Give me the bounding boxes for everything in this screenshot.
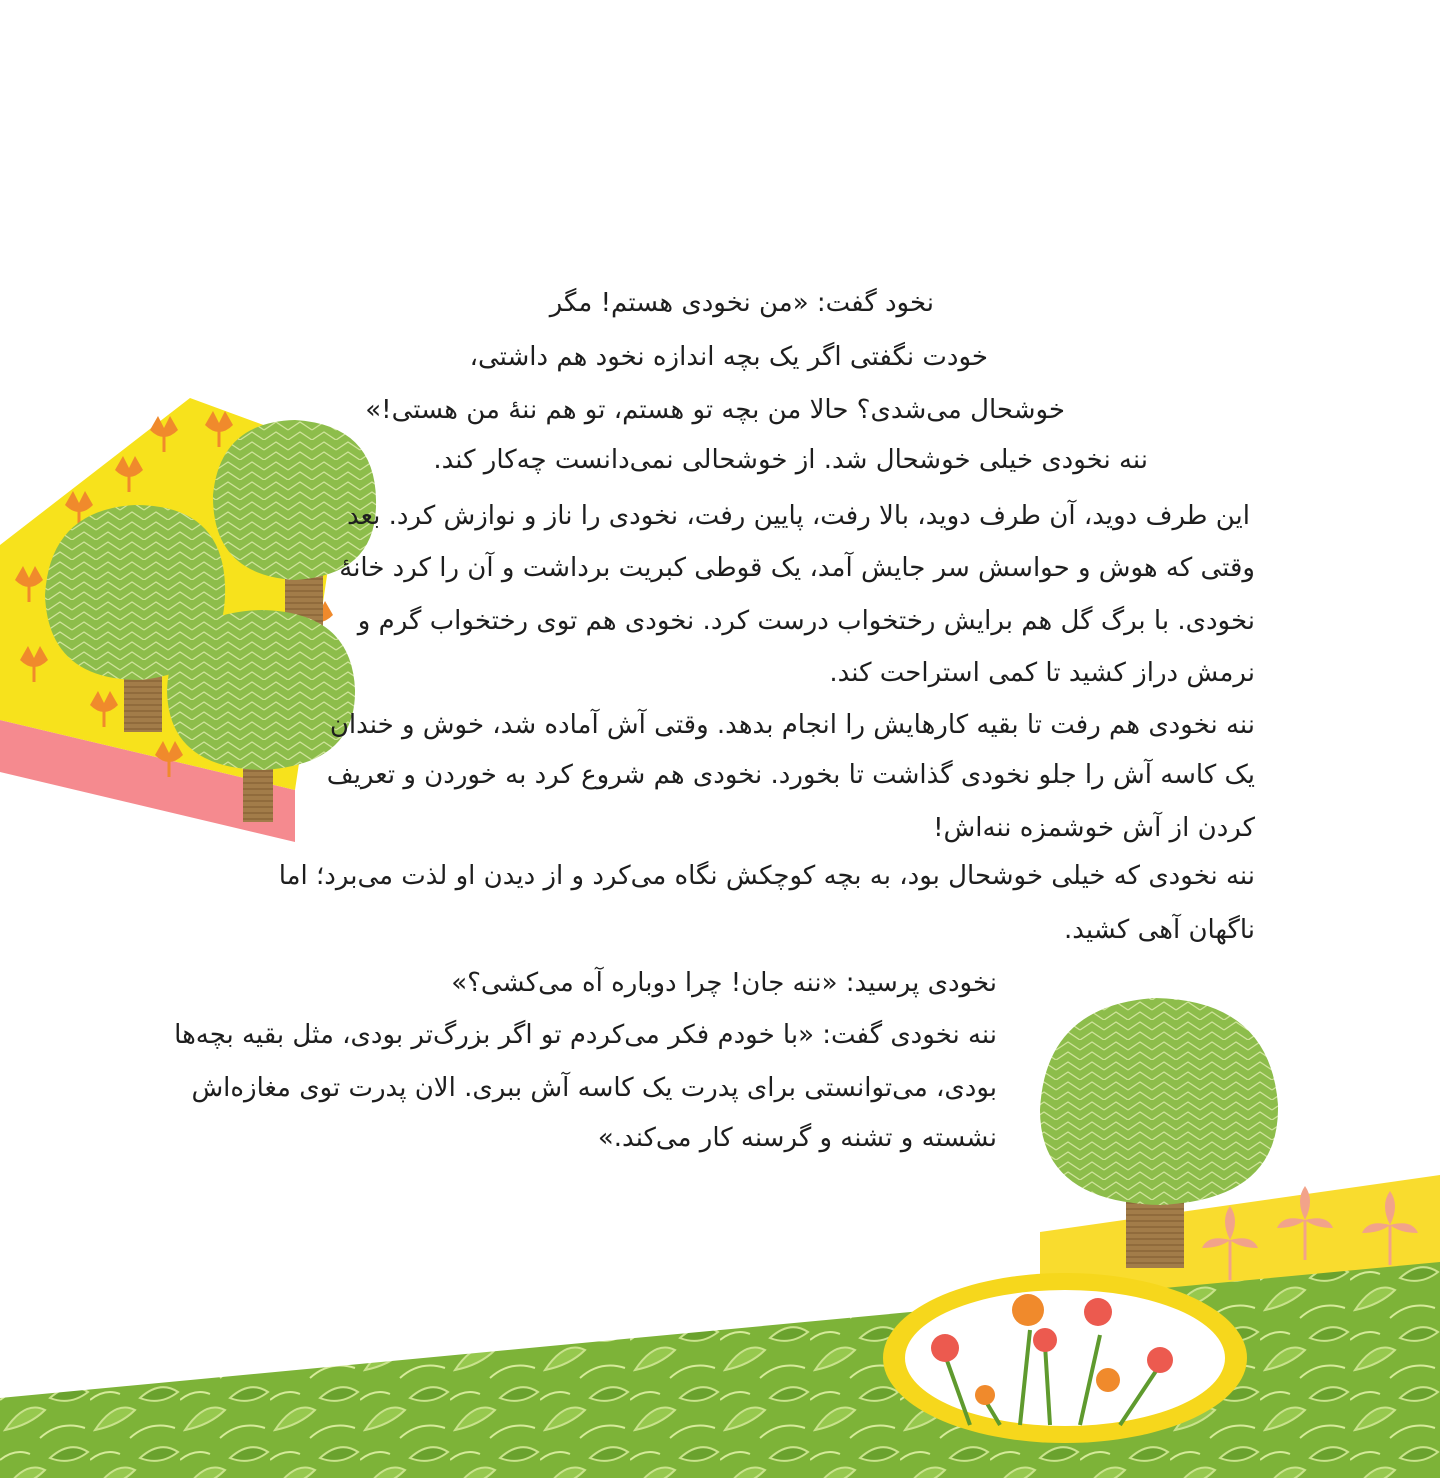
story-line: کردن از آش خوشمزه ننه‌اش! [933,813,1255,843]
story-line: ناگهان آهی کشید. [1063,915,1255,945]
story-line: ننه نخودی خیلی خوشحال شد. از خوشحالی نمی‌دانست چه‌کار کند. [433,445,1148,475]
story-line: نخودی. با برگ گل هم برایش رختخواب درست کرد. نخودی هم توی رختخواب گرم و [357,606,1255,636]
story-line: وقتی که هوش و حواسش سر جایش آمد، یک قوطی کبریت برداشت و آن را کرد خانهٔ [339,553,1255,583]
story-line: ننه نخودی که خیلی خوشحال بود، به بچه کوچکش نگاه می‌کرد و از دیدن او لذت می‌برد؛ اما [278,861,1255,891]
story-line: نخودی پرسید: «ننه جان! چرا دوباره آه می‌کشی؟» [451,968,997,998]
story-line: این طرف دوید، آن طرف دوید، بالا رفت، پایین رفت، نخودی را ناز و نوازش کرد. بعد [346,501,1250,531]
tree-canopy [167,610,355,770]
tree-canopy [1040,998,1278,1205]
story-line: یک کاسه آش را جلو نخودی گذاشت تا بخورد. نخودی هم شروع کرد به خوردن و تعریف [326,760,1255,790]
story-line: نخود گفت: «من نخودی هستم! مگر [549,288,934,318]
story-line: نرمش دراز کشید تا کمی استراحت کند. [829,658,1255,688]
story-line: خوشحال می‌شدی؟ حالا من بچه تو هستم، تو هم ننهٔ من هستی!» [365,395,1065,425]
story-line: نشسته و تشنه و گرسنه کار می‌کند.» [597,1123,997,1153]
story-line: ننه نخودی هم رفت تا بقیه کارهایش را انجام بدهد. وقتی آش آماده شد، خوش و خندان [329,710,1255,740]
story-line: بودی، می‌توانستی برای پدرت یک کاسه آش ببری. الان پدرت توی مغازه‌اش [191,1073,997,1103]
story-line: خودت نگفتی اگر یک بچه اندازه نخود هم داشتی، [469,342,988,372]
story-line: ننه نخودی گفت: «با خودم فکر می‌کردم تو اگر بزرگ‌تر بودی، مثل بقیه بچه‌ها [174,1020,997,1050]
